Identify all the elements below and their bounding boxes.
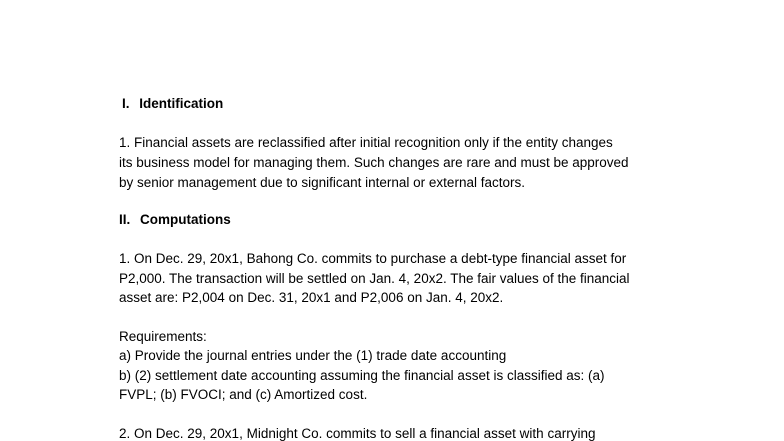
paragraph-line: its business model for managing them. Such changes are rare and must be approved xyxy=(119,155,629,170)
requirement-line: a) Provide the journal entries under the (1) trade date accounting xyxy=(119,348,507,363)
problem-line: 1. On Dec. 29, 20x1, Bahong Co. commits to purchase a debt-type financial asset for xyxy=(119,251,627,266)
paragraph-line: by senior management due to significant internal or external factors. xyxy=(119,175,525,190)
problem-line: P2,000. The transaction will be settled on Jan. 4, 20x2. The fair values of the financial xyxy=(119,271,630,286)
requirement-line: FVPL; (b) FVOCI; and (c) Amortized cost. xyxy=(119,387,368,402)
paragraph-line: 1. Financial assets are reclassified after initial recognition only if the entity changes xyxy=(119,135,613,150)
section-heading-computations xyxy=(119,212,231,227)
problem-line: asset are: P2,004 on Dec. 31, 20x1 and P2,006 on Jan. 4, 20x2. xyxy=(119,290,504,305)
requirements-label: Requirements: xyxy=(119,329,207,344)
problem-line: 2. On Dec. 29, 20x1, Midnight Co. commits to sell a financial asset with carrying xyxy=(119,426,596,441)
requirement-line: b) (2) settlement date accounting assuming the financial asset is classified as: (a) xyxy=(119,368,605,383)
section-heading-identification xyxy=(122,96,223,111)
section-number: I. xyxy=(122,96,130,111)
section-title: Computations xyxy=(140,212,231,227)
section-number: II. xyxy=(119,212,131,227)
section-title: Identification xyxy=(139,96,224,111)
